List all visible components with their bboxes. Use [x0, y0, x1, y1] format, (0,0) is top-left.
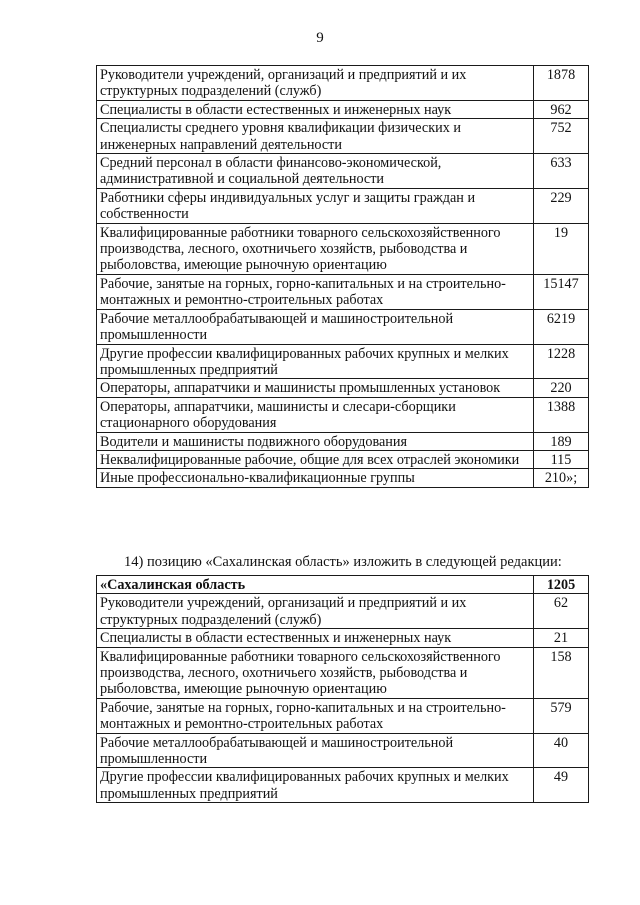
occupation-label: Специалисты в области естественных и инженерных наук: [97, 629, 534, 647]
table-row: [97, 432, 589, 450]
occupation-label: Рабочие металлообрабатывающей и машиностроительной промышленности: [97, 309, 534, 344]
region-header-row: [97, 576, 589, 594]
table-row: [97, 594, 589, 629]
occupation-value: 633: [534, 154, 589, 189]
occupation-label: Операторы, аппаратчики, машинисты и слесари-сборщики стационарного оборудования: [97, 397, 534, 432]
table-row: [97, 397, 589, 432]
occupation-value: 1878: [534, 66, 589, 101]
occupation-value: 220: [534, 379, 589, 397]
occupation-label: Специалисты среднего уровня квалификации физических и инженерных направлений деятельности: [97, 119, 534, 154]
occupation-value: 21: [534, 629, 589, 647]
table-row: [97, 344, 589, 379]
table-row: [97, 768, 589, 803]
table-row: [97, 647, 589, 698]
table-row: [97, 733, 589, 768]
occupation-label: Иные профессионально-квалификационные группы: [97, 469, 534, 487]
occupation-value: 229: [534, 188, 589, 223]
table-row: [97, 274, 589, 309]
occupation-label: Рабочие, занятые на горных, горно-капитальных и на строительно-монтажных и ремонтно-строительных работах: [97, 698, 534, 733]
occupation-label: Другие профессии квалифицированных рабочих крупных и мелких промышленных предприятий: [97, 768, 534, 803]
occupation-label: Неквалифицированные рабочие, общие для всех отраслей экономики: [97, 450, 534, 468]
occupation-value: 210»;: [534, 469, 589, 487]
occupations-table-1: [96, 65, 589, 488]
occupation-value: 40: [534, 733, 589, 768]
occupation-label: Квалифицированные работники товарного сельскохозяйственного производства, лесного, охотничьего хозяйств, рыбоводства и рыболовства, имеющие рыночную ориентацию: [97, 647, 534, 698]
table-row: [97, 469, 589, 487]
region-name: «Сахалинская область: [97, 576, 534, 594]
occupation-value: 62: [534, 594, 589, 629]
occupation-label: Квалифицированные работники товарного сельскохозяйственного производства, лесного, охотничьего хозяйств, рыбоводства и рыболовства, имеющие рыночную ориентацию: [97, 223, 534, 274]
table-row: [97, 119, 589, 154]
table-row: [97, 309, 589, 344]
occupation-label: Средний персонал в области финансово-экономической, административной и социальной деятельности: [97, 154, 534, 189]
occupation-label: Руководители учреждений, организаций и предприятий и их структурных подразделений (служб): [97, 66, 534, 101]
table-row: [97, 223, 589, 274]
occupation-label: Специалисты в области естественных и инженерных наук: [97, 100, 534, 118]
occupation-label: Операторы, аппаратчики и машинисты промышленных установок: [97, 379, 534, 397]
occupation-value: 115: [534, 450, 589, 468]
occupation-value: 6219: [534, 309, 589, 344]
region-total: 1205: [534, 576, 589, 594]
table-row: [97, 698, 589, 733]
occupation-label: Водители и машинисты подвижного оборудования: [97, 432, 534, 450]
occupation-label: Рабочие, занятые на горных, горно-капитальных и на строительно-монтажных и ремонтно-строительных работах: [97, 274, 534, 309]
sakhalin-region-table: [96, 575, 589, 803]
table-row: [97, 100, 589, 118]
table-row: [97, 154, 589, 189]
occupation-label: Рабочие металлообрабатывающей и машиностроительной промышленности: [97, 733, 534, 768]
occupation-value: 15147: [534, 274, 589, 309]
page-number: 9: [316, 30, 324, 46]
table-row: [97, 629, 589, 647]
occupation-value: 1228: [534, 344, 589, 379]
table-row: [97, 379, 589, 397]
occupation-value: 579: [534, 698, 589, 733]
amendment-instruction: 14) позицию «Сахалинская область» изложить в следующей редакции:: [124, 554, 562, 570]
occupation-value: 158: [534, 647, 589, 698]
table-row: [97, 66, 589, 101]
table-row: [97, 450, 589, 468]
occupation-value: 19: [534, 223, 589, 274]
occupation-value: 49: [534, 768, 589, 803]
occupation-label: Другие профессии квалифицированных рабочих крупных и мелких промышленных предприятий: [97, 344, 534, 379]
occupation-value: 1388: [534, 397, 589, 432]
table-row: [97, 188, 589, 223]
occupation-label: Руководители учреждений, организаций и предприятий и их структурных подразделений (служб): [97, 594, 534, 629]
occupation-value: 752: [534, 119, 589, 154]
occupation-label: Работники сферы индивидуальных услуг и защиты граждан и собственности: [97, 188, 534, 223]
occupation-value: 189: [534, 432, 589, 450]
occupation-value: 962: [534, 100, 589, 118]
